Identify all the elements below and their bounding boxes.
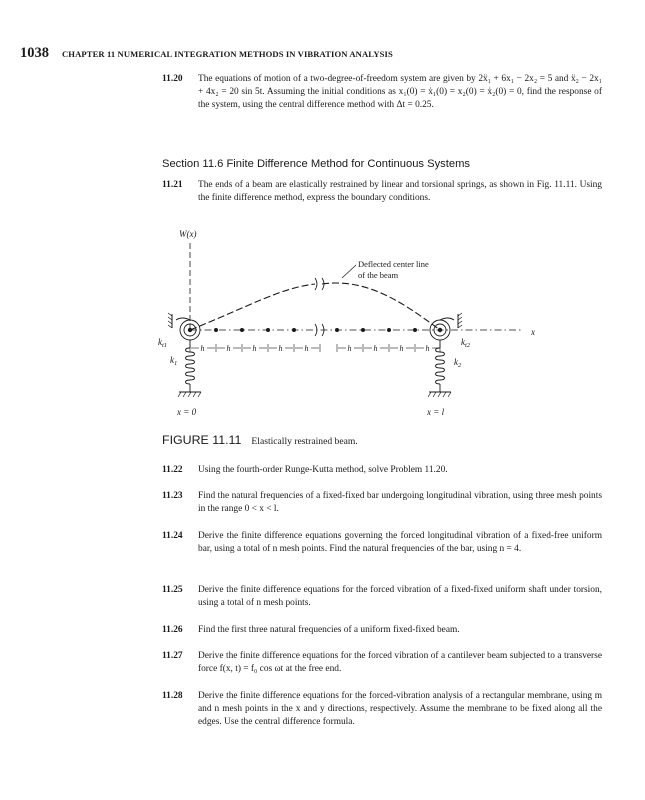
problem-11-20 — [162, 73, 602, 113]
problem-text: Using the fourth-order Runge-Kutta method, solve Problem 11.20. — [198, 465, 448, 475]
problem-text: The equations of motion of a two-degree-of-freedom system are given by 2ẍ₁ + 6x₁ − 2x₂ = 5 and ẍ₂ − 2x₁ + 4x₂ = 20 sin 5t. Assuming the initial conditions as x₁(0) = ẋ₁(0) = x₂(0) = ẋ₂(0) = 0, find the response of the system, using the central difference method with Δt = 0.25. — [198, 74, 602, 111]
h-label: h — [304, 344, 309, 353]
problem-11-26 — [162, 624, 602, 637]
problem-number: 11.22 — [162, 465, 183, 475]
left-torsional-spring — [168, 313, 200, 340]
page-number: 1038 — [20, 45, 49, 61]
deflected-curve — [190, 283, 440, 330]
h-label: h — [399, 344, 404, 353]
problem-number: 11.28 — [162, 691, 183, 701]
problem-text: Find the first three natural frequencies of a uniform fixed-fixed beam. — [198, 625, 460, 635]
x-l-label: x = l — [427, 407, 445, 417]
running-header — [20, 44, 393, 62]
x-zero-label: x = 0 — [177, 407, 197, 417]
problem-text: Find the natural frequencies of a fixed-fixed bar undergoing longitudinal vibration, using three mesh points in the range 0 < x < l. — [198, 491, 602, 515]
deflected-label-line2: of the beam — [358, 270, 399, 280]
problem-11-25 — [162, 584, 602, 610]
h-label: h — [425, 344, 430, 353]
problem-11-22 — [162, 464, 602, 477]
problem-number: 11.25 — [162, 585, 183, 595]
problem-number: 11.20 — [162, 74, 183, 84]
h-label: h — [347, 344, 352, 353]
problem-number: 11.27 — [162, 651, 183, 661]
problem-11-28 — [162, 690, 602, 730]
beam-figure — [150, 218, 550, 418]
k1-label: $k_1$ — [170, 355, 178, 367]
right-linear-spring — [425, 340, 451, 397]
h-label: h — [278, 344, 283, 353]
w-axis-label: W(x) — [179, 229, 197, 239]
h-label: h — [226, 344, 231, 353]
problem-number: 11.24 — [162, 531, 183, 541]
h-label: h — [373, 344, 378, 353]
problem-11-27 — [162, 650, 602, 676]
figure-caption — [162, 431, 358, 449]
problem-text: Derive the finite difference equations for the forced vibration of a cantilever beam subjected to a transverse force f(x, t) = f₀ cos ωt at the free end. — [198, 651, 602, 675]
problem-text: Derive the finite difference equations for the forced-vibration analysis of a rectangular membrane, using m and n mesh points in the x and y directions, respectively. Assume the membrane to be fixed along all the edges. Use the central difference formula. — [198, 691, 602, 728]
problem-number: 11.23 — [162, 491, 183, 501]
problem-text: Derive the finite difference equations governing the forced longitudinal vibration of a fixed-free uniform bar, using a total of n mesh points. Find the natural frequencies of the bar, using n = 4. — [198, 531, 602, 555]
figure-label: FIGURE 11.11 — [162, 433, 242, 447]
problem-11-21 — [162, 179, 602, 205]
right-torsional-spring — [430, 313, 462, 340]
h-label: h — [200, 344, 205, 353]
chapter-title: CHAPTER 11 NUMERICAL INTEGRATION METHODS IN VIBRATION ANALYSIS — [62, 49, 393, 59]
x-axis-label: x — [531, 327, 535, 337]
problem-text: Derive the finite difference equations for the forced vibration of a fixed-fixed uniform shaft under torsion, using a total of n mesh points. — [198, 585, 602, 609]
deflected-leader-line — [342, 265, 356, 278]
deflected-label-line1: Deflected center line — [358, 259, 429, 269]
h-label: h — [252, 344, 257, 353]
k2-label: $k_2$ — [454, 357, 462, 369]
h-labels — [201, 344, 430, 353]
problem-number: 11.21 — [162, 180, 183, 190]
problem-11-24 — [162, 530, 602, 556]
section-heading: Section 11.6 Finite Difference Method for Continuous Systems — [162, 158, 471, 170]
left-linear-spring — [178, 340, 201, 397]
kt1-label: $k_{t1}$ — [158, 337, 168, 349]
problem-number: 11.26 — [162, 625, 183, 635]
figure-title: Elastically restrained beam. — [251, 436, 358, 447]
kt2-label: $k_{t2}$ — [461, 337, 471, 349]
problem-11-23 — [162, 490, 602, 516]
problem-text: The ends of a beam are elastically restrained by linear and torsional springs, as shown in Fig. 11.11. Using the finite difference method, express the boundary conditions. — [198, 180, 602, 204]
